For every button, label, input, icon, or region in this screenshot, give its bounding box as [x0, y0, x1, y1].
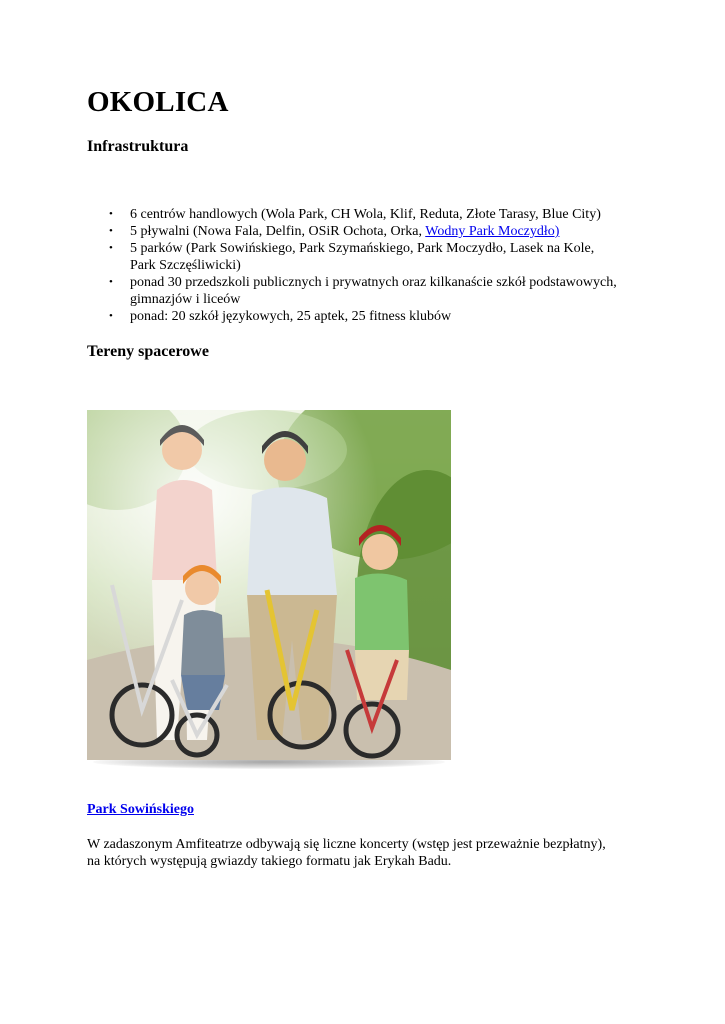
bullet-icon: • [109, 310, 113, 322]
bullet-icon: • [109, 225, 113, 237]
list-item-text: 5 pływalni (Nowa Fala, Delfin, OSiR Ochota, Orka, [130, 224, 426, 239]
park-description [87, 836, 647, 870]
list-item-text-continued: Park Szczęśliwicki) [130, 258, 241, 273]
list-item-text-continued: gimnazjów i liceów [130, 292, 241, 307]
bullet-icon: • [109, 276, 113, 288]
list-item [87, 308, 657, 325]
list-item-text: ponad: 20 szkół językowych, 25 aptek, 25 fitness klubów [130, 309, 452, 324]
list-item [87, 206, 657, 223]
bullet-icon: • [109, 208, 113, 220]
walks-heading: Tereny spacerowe [87, 343, 209, 360]
list-item [87, 223, 657, 240]
park-sowinskiego-link[interactable]: Park Sowińskiego [87, 802, 194, 817]
list-item-text: 5 parków (Park Sowińskiego, Park Szymańskiego, Park Moczydło, Lasek na Kole, [130, 241, 595, 256]
bullet-icon: • [109, 242, 113, 254]
infrastructure-heading: Infrastruktura [87, 138, 189, 155]
page-title: OKOLICA [87, 86, 229, 118]
family-cycling-illustration [87, 410, 451, 760]
list-item-text: ponad 30 przedszkoli publicznych i prywatnych oraz kilkanaście szkół podstawowych, [130, 275, 617, 290]
list-item [87, 274, 657, 308]
photo-image [87, 410, 451, 760]
list-item-text: 6 centrów handlowych (Wola Park, CH Wola, Klif, Reduta, Złote Tarasy, Blue City) [130, 207, 601, 222]
wodny-park-link[interactable]: Wodny Park Moczydło) [425, 224, 560, 239]
family-bike-photo [87, 410, 451, 760]
infrastructure-list [87, 206, 657, 325]
park-description-line-1: W zadaszonym Amfiteatrze odbywają się liczne koncerty (wstęp jest przeważnie bezpłatny), [87, 837, 606, 852]
list-item [87, 240, 657, 274]
park-description-line-2: na których występują gwiazdy takiego formatu jak Erykah Badu. [87, 854, 452, 869]
